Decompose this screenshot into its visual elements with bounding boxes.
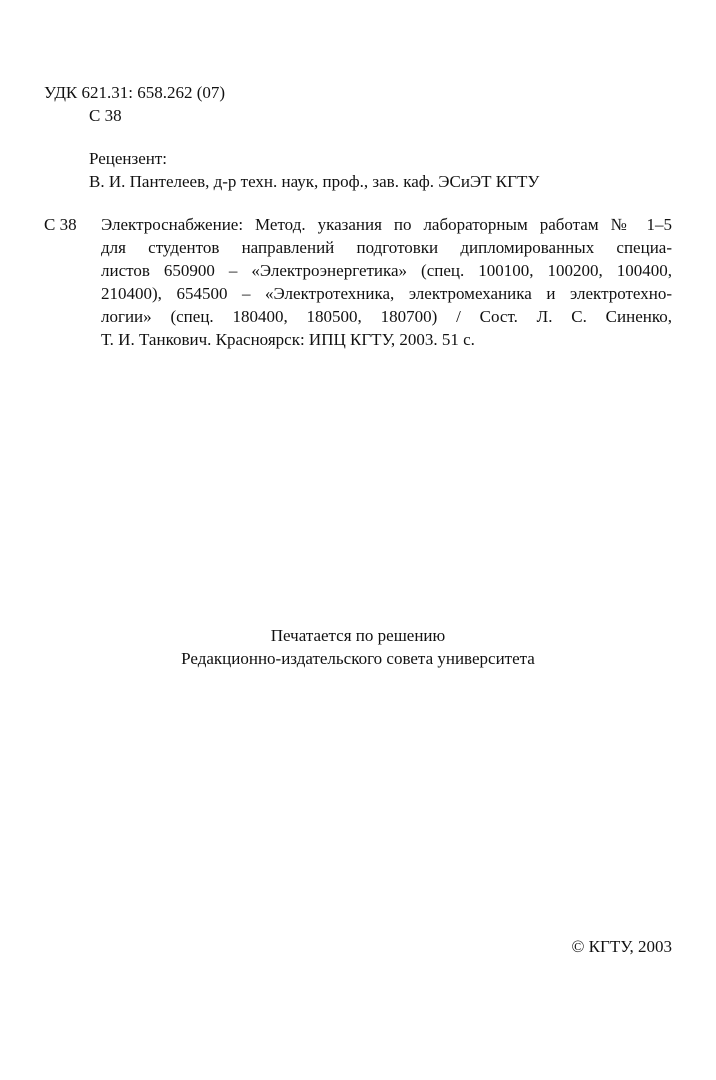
bibliography-line: для студентов направлений подготовки дипломированных специа-: [101, 238, 672, 257]
print-approval-note: [0, 624, 716, 670]
bibliography-line: листов 650900 – «Электроэнергетика» (спец. 100100, 100200, 100400,: [101, 261, 672, 280]
bibliography-line: логии» (спец. 180400, 180500, 180700) / Сост. Л. С. Синенко,: [101, 307, 672, 326]
print-approval-line-2: Редакционно-издательского совета университета: [181, 649, 535, 668]
reviewer-name: В. И. Пантелеев, д-р техн. наук, проф., зав. каф. ЭСиЭТ КГТУ: [89, 172, 540, 191]
bibliographic-description: [101, 213, 672, 351]
print-approval-line-1: Печатается по решению: [270, 626, 446, 645]
reviewer-label: Рецензент:: [89, 149, 168, 168]
bibliography-author-mark: С 38: [44, 215, 77, 234]
bibliography-line: Т. И. Танкович. Красноярск: ИПЦ КГТУ, 2003. 51 с.: [101, 330, 475, 349]
author-mark: С 38: [89, 106, 122, 125]
bibliography-line: Электроснабжение: Метод. указания по лабораторным работам № 1–5: [101, 215, 672, 234]
bibliography-line: 210400), 654500 – «Электротехника, электромеханика и электротехно-: [101, 284, 672, 303]
udk-index: УДК 621.31: 658.262 (07): [44, 83, 226, 102]
copyright-notice: © КГТУ, 2003: [571, 937, 672, 956]
